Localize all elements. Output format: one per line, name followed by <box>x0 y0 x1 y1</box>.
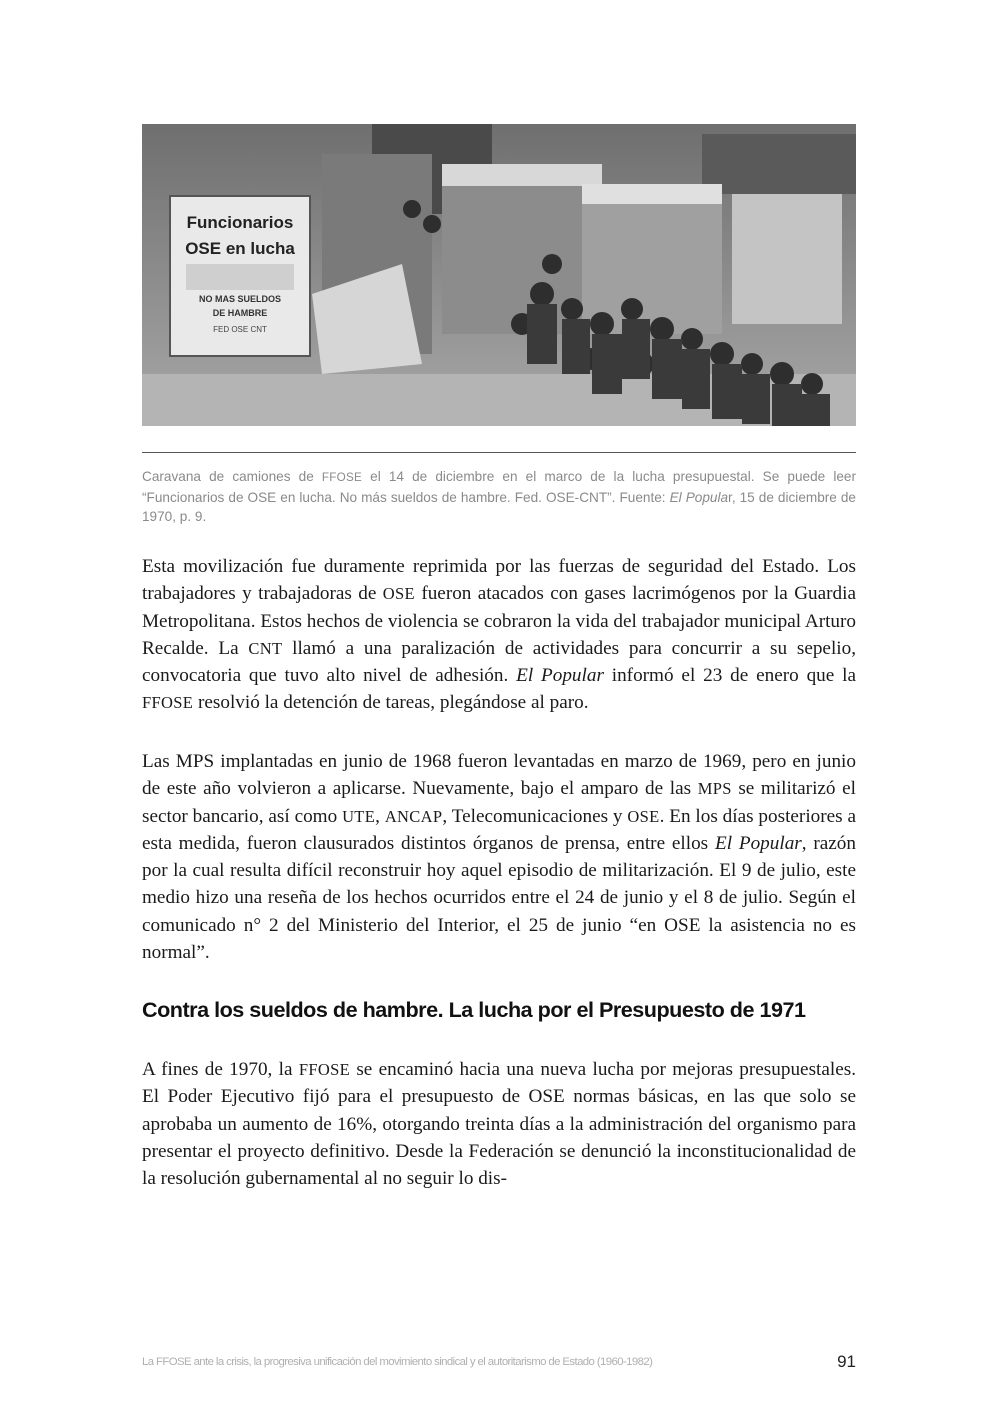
sign-line-2: OSE en lucha <box>185 239 295 258</box>
section-heading: Contra los sueldos de hambre. La lucha por el Presupuesto de 1971 <box>142 997 806 1022</box>
running-footer: La FFOSE ante la crisis, la progresiva unificación del movimiento sindical y el autoritarismo de Estado (1960-1982) <box>142 1356 653 1368</box>
body-paragraph-1: Esta movilización fue duramente reprimida por las fuerzas de seguridad del Estado. Los trabajadores y trabajadoras de OSE fueron atacados con gases lacrimógenos por la Guardia Metropolitana. Estos hechos de violencia se cobraron la vida del trabajador municipal Arturo Recalde. La CNT llamó a una paralización de actividades para concurrir a su sepelio, convocatoria que tuvo alto nivel de adhesión. El Popular informó el 23 de enero que la FFOSE resolvió la detención de tareas, plegándose al paro. <box>142 556 857 714</box>
caption-divider <box>142 452 856 453</box>
sign-line-4: DE HAMBRE <box>212 308 268 318</box>
body-paragraph-2: Las MPS implantadas en junio de 1968 fueron levantadas en marzo de 1969, pero en junio de este año volvieron a aplicarse. Nuevamente, bajo el amparo de las MPS se militarizó el sector bancario, así como UTE, ANCAP, Telecomunicaciones y OSE. En los días posteriores a esta medida, fueron clausurados distintos órganos de prensa, entre ellos El Popular, razón por la cual resulta difícil reconstruir hoy aquel episodio de militarización. El 9 de julio, este medio hizo una reseña de los hechos ocurridos entre el 24 de junio y el 8 de julio. Según el comunicado n° 2 del Ministerio del Interior, el 25 de junio “en OSE la asistencia no es normal”. <box>142 751 856 964</box>
sign-line-3: NO MAS SUELDOS <box>198 294 282 304</box>
historical-photo <box>142 124 856 426</box>
body-paragraph-3: A fines de 1970, la FFOSE se encaminó hacia una nueva lucha por mejoras presupuestales. El Poder Ejecutivo fijó para el presupuesto de OSE normas básicas, en las que solo se aprobaba un aumento de 16%, otorgando treinta días a la administración del organismo para presentar el proyecto definitivo. Desde la Federación se denunció la inconstitucionalidad de la resolución gubernamental al no seguir lo dis- <box>142 1059 856 1190</box>
photo-caption: Caravana de camiones de FFOSE el 14 de diciembre en el marco de la lucha presupuestal. Se puede leer “Funcionarios de OSE en lucha. No más sueldos de hambre. Fed. OSE-CNT”. Fuente: El Popular, 15 de diciembre de 1970, p. 9. <box>142 469 856 524</box>
sign-line-5: FED OSE CNT <box>213 325 267 334</box>
page-number: 91 <box>837 1352 856 1371</box>
sign-line-1: Funcionarios <box>186 213 294 232</box>
